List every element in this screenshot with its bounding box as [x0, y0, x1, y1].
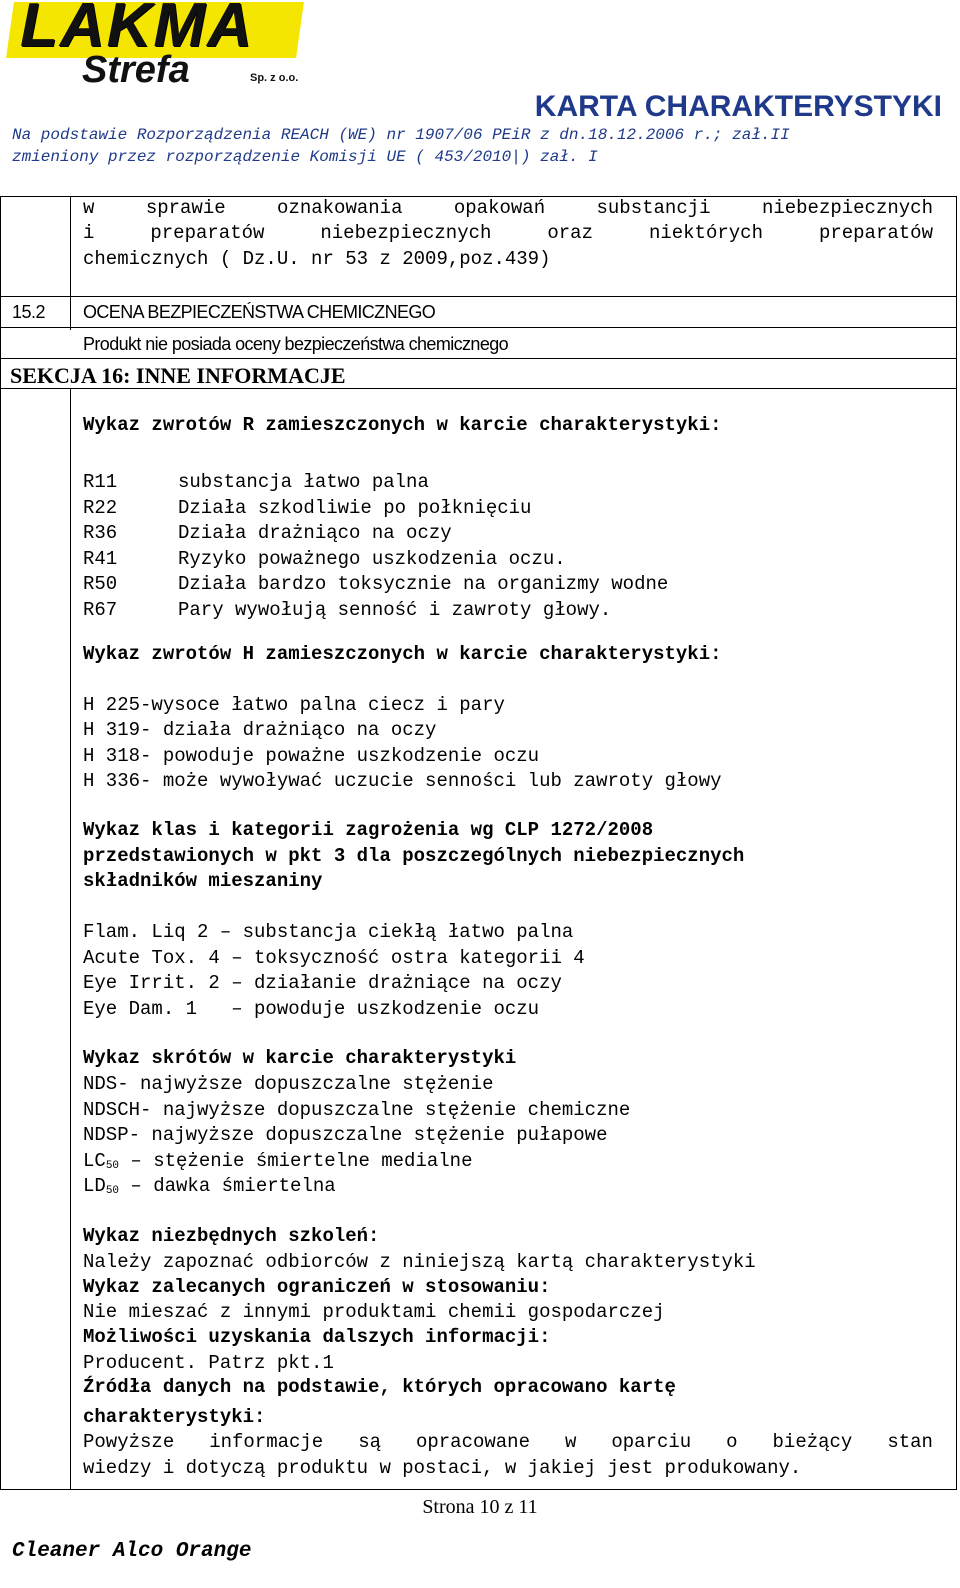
header-regulation-line-2: zmieniony przez rozporządzenie Komisji UE ( 453/2010|) zał. I	[12, 148, 598, 166]
classes-heading-line: przedstawionych w pkt 3 dla poszczególnych niebezpiecznych	[83, 845, 745, 867]
word: stan	[887, 1431, 933, 1453]
word: niektórych	[648, 222, 763, 244]
info-heading: Możliwości uzyskania dalszych informacji:	[83, 1326, 551, 1348]
hazard-class: Flam. Liq 2 – substancja ciekłą łatwo palna	[83, 921, 574, 943]
table-row-divider	[0, 327, 957, 328]
word: Powyższe	[83, 1431, 175, 1453]
table-divider-left-lower	[70, 388, 71, 1490]
list-item	[83, 470, 668, 496]
restrictions-heading: Wykaz zalecanych ograniczeń w stosowaniu:	[83, 1276, 551, 1298]
r-phrases-list	[83, 470, 668, 623]
classes-heading-line: składników mieszaniny	[83, 870, 323, 892]
word: preparatów	[818, 222, 933, 244]
intro-line-1	[83, 197, 933, 219]
word: oparciu	[611, 1431, 692, 1453]
r-text: Działa bardzo toksycznie na organizmy wodne	[178, 573, 669, 595]
subsection-number: 15.2	[12, 302, 46, 322]
table-divider-left	[70, 196, 71, 330]
r-code: R22	[83, 496, 118, 519]
hazard-class: Eye Dam. 1 – powoduje uszkodzenie oczu	[83, 998, 540, 1020]
word: o	[726, 1431, 738, 1453]
logo-suffix: Sp. z o.o.	[250, 72, 299, 84]
intro-line-3: chemicznych ( Dz.U. nr 53 z 2009,poz.439)	[83, 248, 551, 270]
logo-bottom-text: Strefa	[82, 49, 190, 91]
section-title: SEKCJA 16: INNE INFORMACJE	[10, 363, 346, 388]
r-code: R50	[83, 573, 118, 595]
subsection-title: OCENA BEZPIECZEŃSTWA CHEMICZNEGO	[83, 302, 436, 322]
word: opracowane	[415, 1431, 530, 1453]
abbr-subscript: 50	[105, 1160, 120, 1172]
word: w	[564, 1431, 577, 1453]
r-code: R67	[83, 598, 118, 621]
word: niebezpiecznych	[320, 222, 492, 244]
list-item	[83, 496, 668, 522]
sources-text-line-2: wiedzy i dotyczą produktu w postaci, w jakiej jest produkowany.	[83, 1457, 802, 1479]
word: są	[358, 1431, 381, 1453]
sources-heading: Źródła danych na podstawie, których opracowano kartę	[83, 1376, 676, 1398]
list-item	[83, 572, 668, 598]
abbreviation-item: NDSCH- najwyższe dopuszczalne stężenie chemiczne	[83, 1099, 631, 1121]
abbr-text: – stężenie śmiertelne medialne	[119, 1150, 473, 1172]
product-name: Cleaner Alco Orange	[12, 1540, 252, 1563]
word: w	[83, 197, 95, 219]
abbr-prefix: LD	[83, 1175, 106, 1197]
abbreviation-item: NDSP- najwyższe dopuszczalne stężenie pułapowe	[83, 1124, 608, 1146]
training-text: Należy zapoznać odbiorców z niniejszą kartą charakterystyki	[83, 1251, 756, 1273]
r-code: R41	[83, 547, 118, 570]
word: informacje	[209, 1431, 324, 1453]
restrictions-text: Nie mieszać z innymi produktami chemii gospodarczej	[83, 1301, 665, 1323]
abbr-text: – dawka śmiertelna	[119, 1175, 336, 1197]
list-item	[83, 598, 668, 624]
header-regulation-line-1: Na podstawie Rozporządzenia REACH (WE) nr 1907/06 PEiR z dn.18.12.2006 r.; zał.II	[12, 126, 790, 144]
table-row-divider	[0, 296, 957, 297]
word: opakowań	[453, 197, 546, 219]
word: oraz	[547, 222, 593, 244]
r-text: substancja łatwo palna	[178, 471, 429, 493]
sources-heading: charakterystyki:	[83, 1406, 266, 1428]
r-code: R11	[83, 471, 118, 493]
logo-top-text: LAKMA	[20, 0, 254, 60]
h-phrase: H 225-wysoce łatwo palna ciecz i pary	[83, 694, 505, 716]
sources-text-line-1	[83, 1431, 933, 1453]
training-heading: Wykaz niezbędnych szkoleń:	[83, 1225, 380, 1247]
hazard-class: Eye Irrit. 2 – działanie drażniące na oczy	[83, 972, 562, 994]
abbreviation-item	[83, 1174, 336, 1205]
r-text: Działa szkodliwie po połknięciu	[178, 496, 532, 519]
abbr-prefix: LC	[83, 1150, 106, 1172]
r-phrases-heading: Wykaz zwrotów R zamieszczonych w karcie charakterystyki:	[83, 414, 722, 436]
subsection-note: Produkt nie posiada oceny bezpieczeństwa chemicznego	[83, 334, 509, 354]
info-text: Producent. Patrz pkt.1	[83, 1352, 334, 1374]
company-logo	[10, 0, 310, 90]
classes-heading-line: Wykaz klas i kategorii zagrożenia wg CLP 1272/2008	[83, 819, 654, 841]
abbreviation-item: NDS- najwyższe dopuszczalne stężenie	[83, 1073, 494, 1095]
word: i	[83, 222, 95, 244]
hazard-class: Acute Tox. 4 – toksyczność ostra kategorii 4	[83, 947, 585, 969]
word: niebezpiecznych	[761, 197, 933, 219]
word: sprawie	[145, 197, 226, 219]
document-title: KARTA CHARAKTERYSTYKI	[534, 90, 942, 123]
word: preparatów	[150, 222, 265, 244]
r-text: Działa drażniąco na oczy	[178, 522, 452, 544]
table-row-divider	[0, 358, 957, 359]
word: bieżący	[772, 1431, 853, 1453]
word: oznakowania	[277, 197, 403, 219]
intro-line-2	[83, 222, 933, 244]
h-phrase: H 318- powoduje poważne uszkodzenie oczu	[83, 745, 540, 767]
r-text: Ryzyko poważnego uszkodzenia oczu.	[178, 547, 566, 570]
r-text: Pary wywołują senność i zawroty głowy.	[178, 598, 612, 621]
h-phrases-heading: Wykaz zwrotów H zamieszczonych w karcie charakterystyki:	[83, 643, 722, 665]
r-code: R36	[83, 522, 118, 544]
h-phrase: H 336- może wywoływać uczucie senności lub zawroty głowy	[83, 770, 722, 792]
abbreviations-heading: Wykaz skrótów w karcie charakterystyki	[83, 1047, 517, 1069]
abbr-subscript: 50	[105, 1185, 120, 1197]
page-number: Strona 10 z 11	[422, 1496, 538, 1518]
word: substancji	[596, 197, 711, 219]
list-item	[83, 547, 668, 573]
h-phrase: H 319- działa drażniąco na oczy	[83, 719, 437, 741]
list-item	[83, 521, 668, 547]
